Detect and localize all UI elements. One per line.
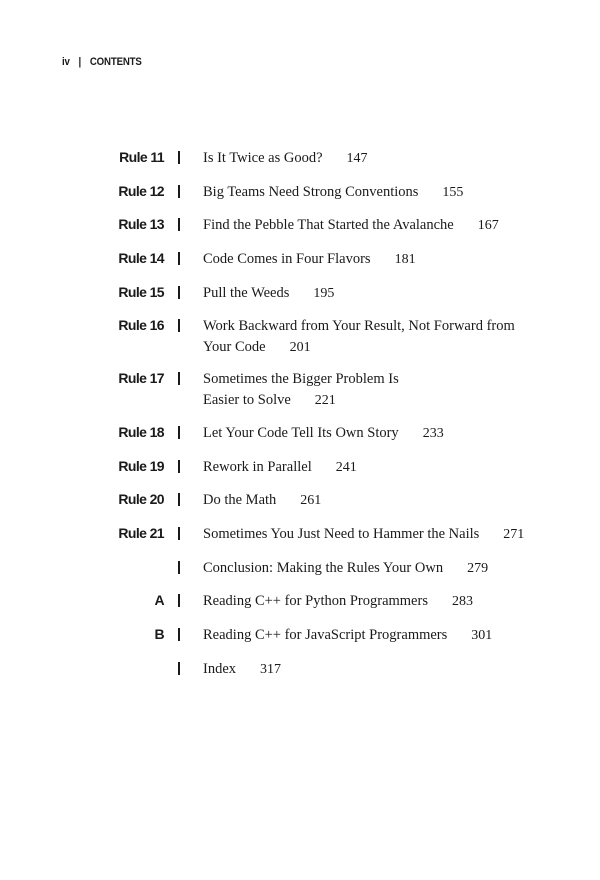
entry-page: 181 [394,252,416,267]
entry-label: Rule 17 [118,370,164,386]
entry-page: 167 [477,218,499,233]
divider [178,527,180,540]
entry-label: Rule 18 [118,424,164,440]
entry-title[interactable]: Is It Twice as Good? [203,150,323,166]
entry-page: 271 [503,527,525,542]
entry-title[interactable]: Conclusion: Making the Rules Your Own [203,560,444,576]
entry-title[interactable]: Reading C++ for JavaScript Programmers [203,627,448,643]
entry-title[interactable]: Pull the Weeds [203,285,290,301]
divider [178,493,180,506]
entry-label: B [154,626,164,642]
entry-label: Rule 15 [118,284,164,300]
entry-page: 283 [451,594,473,609]
entry-title[interactable]: Find the Pebble That Started the Avalanche [203,217,454,233]
entry-title[interactable]: Let Your Code Tell Its Own Story [203,425,399,441]
entry-title[interactable]: Big Teams Need Strong Conventions [203,184,419,200]
divider [178,218,180,231]
section-title: CONTENTS [89,56,142,68]
entry-label: Rule 20 [118,491,164,507]
entry-label: Rule 11 [119,149,164,165]
divider [178,252,180,265]
entry-page: 233 [422,426,444,441]
entry-page: 301 [471,628,493,643]
entry-page: 241 [335,460,357,475]
entry-label: Rule 12 [118,183,164,199]
entry-label: Rule 19 [118,458,164,474]
divider [178,151,180,164]
divider [178,372,180,385]
entry-label: Rule 14 [118,250,164,266]
entry-title-line-2[interactable]: Easier to Solve [203,392,291,408]
divider [178,662,180,675]
entry-title[interactable]: Rework in Parallel [203,459,312,475]
running-head [62,56,142,68]
entry-page: 155 [442,185,464,200]
entry-page: 261 [300,493,322,508]
entry-title[interactable]: Code Comes in Four Flavors [203,251,371,267]
entry-title[interactable]: Do the Math [203,492,277,508]
entry-label: Rule 16 [118,317,164,333]
entry-page: 201 [289,340,311,355]
entry-title[interactable]: Index [203,661,237,677]
entry-page: 317 [260,662,282,677]
entry-title[interactable]: Sometimes You Just Need to Hammer the Nails [203,526,480,542]
divider [178,594,180,607]
divider [178,460,180,473]
entry-title-line-1[interactable]: Sometimes the Bigger Problem Is [203,371,399,387]
entry-page: 279 [467,561,489,576]
divider [178,628,180,641]
divider [178,319,180,332]
entry-label: A [154,592,164,608]
divider [178,561,180,574]
divider [178,286,180,299]
entry-label: Rule 21 [118,525,164,541]
separator: | [78,56,82,68]
divider [178,185,180,198]
entry-label: Rule 13 [118,216,164,232]
entry-title[interactable]: Reading C++ for Python Programmers [203,593,428,609]
entry-page: 221 [314,393,336,408]
entry-title-line-1[interactable]: Work Backward from Your Result, Not Forward from [203,318,515,334]
entry-page: 147 [346,151,368,166]
entry-title-line-2[interactable]: Your Code [203,339,266,355]
entry-page: 195 [313,286,335,301]
page-number: iv [62,56,70,68]
divider [178,426,180,439]
